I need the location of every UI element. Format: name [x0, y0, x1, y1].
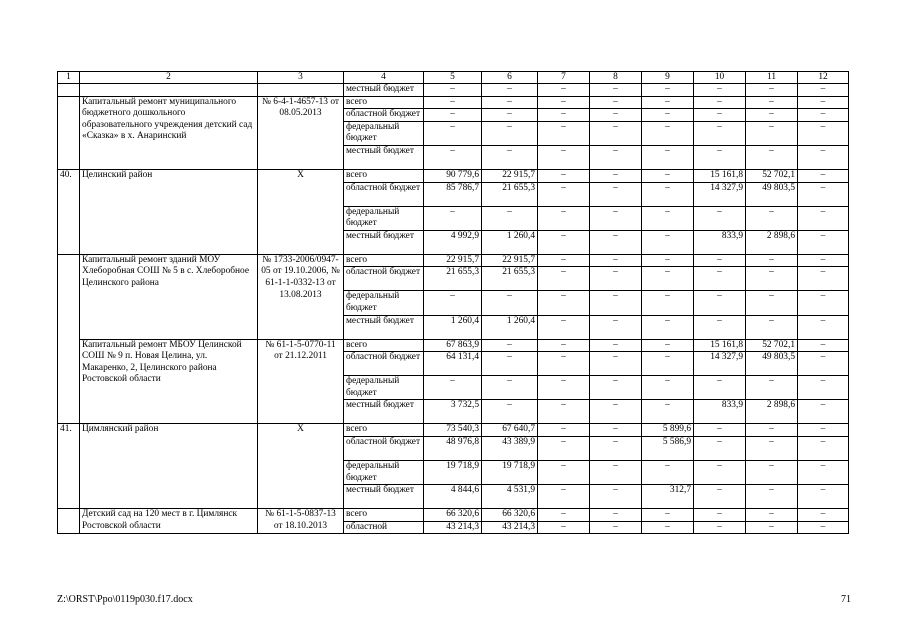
amount-cell: –	[798, 267, 849, 291]
amount-cell: –	[538, 145, 590, 169]
amount-cell: –	[590, 230, 642, 254]
amount-cell: –	[642, 400, 694, 424]
object-name: Капитальный ремонт зданий МОУ Хлеборобная СОШ № 5 в с. Хлеборобное Целинского района	[80, 254, 258, 339]
funding-source: всего	[344, 96, 424, 109]
amount-cell: –	[694, 254, 746, 267]
col-header: 8	[590, 72, 642, 84]
amount-cell: –	[424, 291, 482, 315]
amount-cell: –	[590, 376, 642, 400]
amount-cell: –	[642, 169, 694, 182]
amount-cell: –	[482, 96, 538, 109]
amount-cell: –	[482, 145, 538, 169]
amount-cell: 833,9	[694, 400, 746, 424]
amount-cell: 21 655,3	[424, 267, 482, 291]
amount-cell: –	[424, 109, 482, 122]
amount-cell: –	[482, 109, 538, 122]
amount-cell: –	[746, 291, 798, 315]
amount-cell: 14 327,9	[694, 182, 746, 206]
amount-cell: 43 389,9	[482, 436, 538, 460]
amount-cell: –	[642, 339, 694, 352]
amount-cell: –	[694, 436, 746, 460]
funding-source: областной	[344, 521, 424, 534]
amount-cell: 49 803,5	[746, 182, 798, 206]
amount-cell: –	[798, 145, 849, 169]
funding-source: всего	[344, 339, 424, 352]
amount-cell: 4 531,9	[482, 485, 538, 509]
amount-cell: –	[538, 339, 590, 352]
amount-cell: –	[538, 254, 590, 267]
amount-cell: 73 540,3	[424, 424, 482, 437]
amount-cell: –	[590, 460, 642, 484]
amount-cell: –	[424, 84, 482, 97]
table-row	[58, 84, 849, 97]
col-header: 2	[80, 72, 258, 84]
row-number: 40.	[58, 169, 80, 254]
amount-cell: –	[538, 291, 590, 315]
amount-cell: –	[746, 424, 798, 437]
amount-cell: 312,7	[642, 485, 694, 509]
funding-source: всего	[344, 169, 424, 182]
amount-cell: –	[590, 315, 642, 339]
amount-cell: –	[590, 291, 642, 315]
amount-cell: –	[798, 436, 849, 460]
amount-cell: –	[590, 339, 642, 352]
amount-cell: –	[642, 376, 694, 400]
col-header: 12	[798, 72, 849, 84]
amount-cell: –	[746, 315, 798, 339]
funding-source: областной бюджет	[344, 352, 424, 376]
row-number	[58, 254, 80, 424]
amount-cell: –	[642, 96, 694, 109]
funding-source: областной бюджет	[344, 182, 424, 206]
amount-cell: –	[694, 145, 746, 169]
amount-cell: –	[538, 436, 590, 460]
amount-cell: –	[694, 96, 746, 109]
object-name: Капитальный ремонт муниципального бюджетного дошкольного образовательного учреждения детский сад «Сказка» в х. Анаринский	[80, 96, 258, 169]
amount-cell: –	[642, 230, 694, 254]
amount-cell: 49 803,5	[746, 352, 798, 376]
funding-source: местный бюджет	[344, 400, 424, 424]
amount-cell: –	[694, 267, 746, 291]
amount-cell: 4 844,6	[424, 485, 482, 509]
funding-source: местный бюджет	[344, 315, 424, 339]
document-number: Х	[258, 169, 344, 254]
amount-cell: 1 260,4	[482, 230, 538, 254]
amount-cell: –	[590, 84, 642, 97]
table-row	[58, 254, 849, 267]
amount-cell: –	[746, 460, 798, 484]
amount-cell: 3 732,5	[424, 400, 482, 424]
document-number: № 61-1-5-0837-13 от 18.10.2013	[258, 509, 344, 534]
amount-cell: –	[590, 485, 642, 509]
amount-cell: –	[642, 182, 694, 206]
amount-cell: 2 898,6	[746, 230, 798, 254]
object-name: Цимлянский район	[80, 424, 258, 509]
amount-cell: –	[642, 315, 694, 339]
amount-cell: –	[642, 254, 694, 267]
amount-cell: –	[642, 267, 694, 291]
amount-cell: 67 863,9	[424, 339, 482, 352]
amount-cell: –	[642, 109, 694, 122]
amount-cell: –	[798, 230, 849, 254]
amount-cell: –	[798, 206, 849, 230]
table-row	[58, 96, 849, 109]
table-row	[58, 339, 849, 352]
funding-source: всего	[344, 254, 424, 267]
amount-cell: –	[590, 206, 642, 230]
amount-cell: –	[746, 206, 798, 230]
amount-cell: 66 320,6	[482, 509, 538, 522]
amount-cell: –	[694, 84, 746, 97]
amount-cell: –	[746, 267, 798, 291]
amount-cell: –	[590, 521, 642, 534]
amount-cell: 22 915,7	[424, 254, 482, 267]
amount-cell: –	[798, 109, 849, 122]
amount-cell: –	[590, 96, 642, 109]
amount-cell: –	[798, 509, 849, 522]
amount-cell: –	[798, 400, 849, 424]
amount-cell: –	[694, 460, 746, 484]
amount-cell: –	[798, 96, 849, 109]
amount-cell: –	[424, 145, 482, 169]
amount-cell: –	[798, 339, 849, 352]
amount-cell: –	[798, 291, 849, 315]
amount-cell: –	[694, 485, 746, 509]
amount-cell: –	[538, 121, 590, 145]
amount-cell: –	[798, 485, 849, 509]
amount-cell: –	[538, 376, 590, 400]
funding-source: местный бюджет	[344, 230, 424, 254]
amount-cell: –	[642, 84, 694, 97]
col-header: 3	[258, 72, 344, 84]
amount-cell: –	[482, 121, 538, 145]
amount-cell: –	[538, 109, 590, 122]
funding-source: федеральный бюджет	[344, 460, 424, 484]
amount-cell: –	[538, 267, 590, 291]
amount-cell: –	[482, 339, 538, 352]
amount-cell: –	[538, 169, 590, 182]
amount-cell: 85 786,7	[424, 182, 482, 206]
object-name: Детский сад на 120 мест в г. Цимлянск Ростовской области	[80, 509, 258, 534]
amount-cell: –	[746, 376, 798, 400]
amount-cell: –	[482, 84, 538, 97]
amount-cell: 19 718,9	[482, 460, 538, 484]
amount-cell: –	[538, 315, 590, 339]
amount-cell: –	[538, 400, 590, 424]
col-header: 1	[58, 72, 80, 84]
amount-cell: 21 655,3	[482, 182, 538, 206]
amount-cell: –	[424, 121, 482, 145]
amount-cell: 5 899,6	[642, 424, 694, 437]
row-number	[58, 96, 80, 169]
table-body	[58, 84, 849, 534]
amount-cell: –	[798, 376, 849, 400]
amount-cell: –	[590, 169, 642, 182]
document-number: № 6-4-1-4657-13 от 08.05.2013	[258, 96, 344, 169]
amount-cell: –	[694, 315, 746, 339]
amount-cell: 5 586,9	[642, 436, 694, 460]
amount-cell: –	[746, 436, 798, 460]
amount-cell: –	[424, 206, 482, 230]
amount-cell: –	[590, 352, 642, 376]
amount-cell: –	[482, 400, 538, 424]
funding-source: местный бюджет	[344, 84, 424, 97]
page-number: 71	[841, 594, 851, 605]
table-row	[58, 169, 849, 182]
amount-cell: –	[642, 460, 694, 484]
amount-cell: –	[694, 424, 746, 437]
amount-cell: 15 161,8	[694, 339, 746, 352]
amount-cell: 52 702,1	[746, 339, 798, 352]
amount-cell: 43 214,3	[424, 521, 482, 534]
funding-source: федеральный бюджет	[344, 121, 424, 145]
amount-cell: –	[798, 521, 849, 534]
amount-cell: –	[798, 121, 849, 145]
amount-cell: –	[538, 485, 590, 509]
amount-cell: 48 976,8	[424, 436, 482, 460]
amount-cell: –	[694, 291, 746, 315]
amount-cell: –	[694, 521, 746, 534]
amount-cell: –	[642, 121, 694, 145]
amount-cell: –	[424, 96, 482, 109]
amount-cell: –	[642, 352, 694, 376]
budget-table	[57, 71, 849, 534]
amount-cell: 15 161,8	[694, 169, 746, 182]
amount-cell: –	[424, 376, 482, 400]
amount-cell: 4 992,9	[424, 230, 482, 254]
row-number	[58, 509, 80, 534]
amount-cell: 90 779,6	[424, 169, 482, 182]
amount-cell: 43 214,3	[482, 521, 538, 534]
amount-cell: –	[538, 521, 590, 534]
amount-cell: 1 260,4	[424, 315, 482, 339]
amount-cell: –	[694, 109, 746, 122]
amount-cell: –	[746, 121, 798, 145]
funding-source: областной бюджет	[344, 267, 424, 291]
funding-source: областной бюджет	[344, 436, 424, 460]
amount-cell: –	[590, 424, 642, 437]
table-header-row	[58, 72, 849, 84]
object-name: Капитальный ремонт МБОУ Целинской СОШ № 9 п. Новая Целина, ул. Макаренко, 2, Целинского района Ростовской области	[80, 339, 258, 424]
object-name: Целинский район	[80, 169, 258, 254]
funding-source: всего	[344, 424, 424, 437]
amount-cell: –	[798, 460, 849, 484]
col-header: 9	[642, 72, 694, 84]
amount-cell: –	[746, 509, 798, 522]
amount-cell: 21 655,3	[482, 267, 538, 291]
col-header: 4	[344, 72, 424, 84]
object-name	[80, 84, 258, 97]
amount-cell: –	[538, 509, 590, 522]
amount-cell: 2 898,6	[746, 400, 798, 424]
amount-cell: –	[538, 182, 590, 206]
amount-cell: –	[538, 424, 590, 437]
amount-cell: –	[538, 230, 590, 254]
amount-cell: –	[642, 206, 694, 230]
funding-source: всего	[344, 509, 424, 522]
amount-cell: –	[482, 376, 538, 400]
amount-cell: –	[590, 182, 642, 206]
amount-cell: 22 915,7	[482, 169, 538, 182]
amount-cell: 67 640,7	[482, 424, 538, 437]
amount-cell: –	[694, 509, 746, 522]
amount-cell: –	[482, 206, 538, 230]
amount-cell: –	[642, 291, 694, 315]
table-row	[58, 509, 849, 522]
amount-cell: –	[798, 169, 849, 182]
amount-cell: –	[642, 509, 694, 522]
amount-cell: –	[590, 436, 642, 460]
col-header: 7	[538, 72, 590, 84]
amount-cell: –	[642, 521, 694, 534]
amount-cell: –	[590, 509, 642, 522]
amount-cell: –	[590, 109, 642, 122]
row-number	[58, 84, 80, 97]
funding-source: федеральный бюджет	[344, 376, 424, 400]
document-number	[258, 84, 344, 97]
amount-cell: –	[538, 96, 590, 109]
col-header: 6	[482, 72, 538, 84]
col-header: 5	[424, 72, 482, 84]
amount-cell: 52 702,1	[746, 169, 798, 182]
amount-cell: 64 131,4	[424, 352, 482, 376]
funding-source: федеральный бюджет	[344, 291, 424, 315]
row-number: 41.	[58, 424, 80, 509]
amount-cell: –	[746, 521, 798, 534]
amount-cell: –	[538, 352, 590, 376]
amount-cell: –	[590, 254, 642, 267]
file-path: Z:\ORST\Ppo\0119p030.f17.docx	[57, 594, 193, 605]
funding-source: областной бюджет	[344, 109, 424, 122]
amount-cell: –	[694, 121, 746, 145]
document-number: № 1733-2006/0947-05 от 19.10.2006, № 61-1-1-0332-13 от 13.08.2013	[258, 254, 344, 339]
amount-cell: 833,9	[694, 230, 746, 254]
amount-cell: –	[746, 145, 798, 169]
amount-cell: –	[590, 400, 642, 424]
amount-cell: –	[538, 84, 590, 97]
amount-cell: –	[798, 424, 849, 437]
amount-cell: –	[482, 291, 538, 315]
amount-cell: –	[746, 96, 798, 109]
funding-source: федеральный бюджет	[344, 206, 424, 230]
amount-cell: 19 718,9	[424, 460, 482, 484]
amount-cell: –	[798, 182, 849, 206]
amount-cell: –	[798, 352, 849, 376]
amount-cell: –	[798, 84, 849, 97]
amount-cell: –	[746, 84, 798, 97]
amount-cell: –	[798, 315, 849, 339]
amount-cell: –	[694, 376, 746, 400]
funding-source: местный бюджет	[344, 145, 424, 169]
document-number: № 61-1-5-0770-11 от 21.12.2011	[258, 339, 344, 424]
amount-cell: –	[538, 206, 590, 230]
amount-cell: 14 327,9	[694, 352, 746, 376]
amount-cell: –	[538, 460, 590, 484]
amount-cell: 22 915,7	[482, 254, 538, 267]
funding-source: местный бюджет	[344, 485, 424, 509]
table-row	[58, 424, 849, 437]
amount-cell: 66 320,6	[424, 509, 482, 522]
amount-cell: –	[590, 145, 642, 169]
amount-cell: 1 260,4	[482, 315, 538, 339]
amount-cell: –	[482, 352, 538, 376]
amount-cell: –	[642, 145, 694, 169]
amount-cell: –	[590, 121, 642, 145]
col-header: 10	[694, 72, 746, 84]
amount-cell: –	[746, 254, 798, 267]
amount-cell: –	[694, 206, 746, 230]
amount-cell: –	[798, 254, 849, 267]
col-header: 11	[746, 72, 798, 84]
amount-cell: –	[746, 485, 798, 509]
document-number: Х	[258, 424, 344, 509]
amount-cell: –	[746, 109, 798, 122]
amount-cell: –	[590, 267, 642, 291]
